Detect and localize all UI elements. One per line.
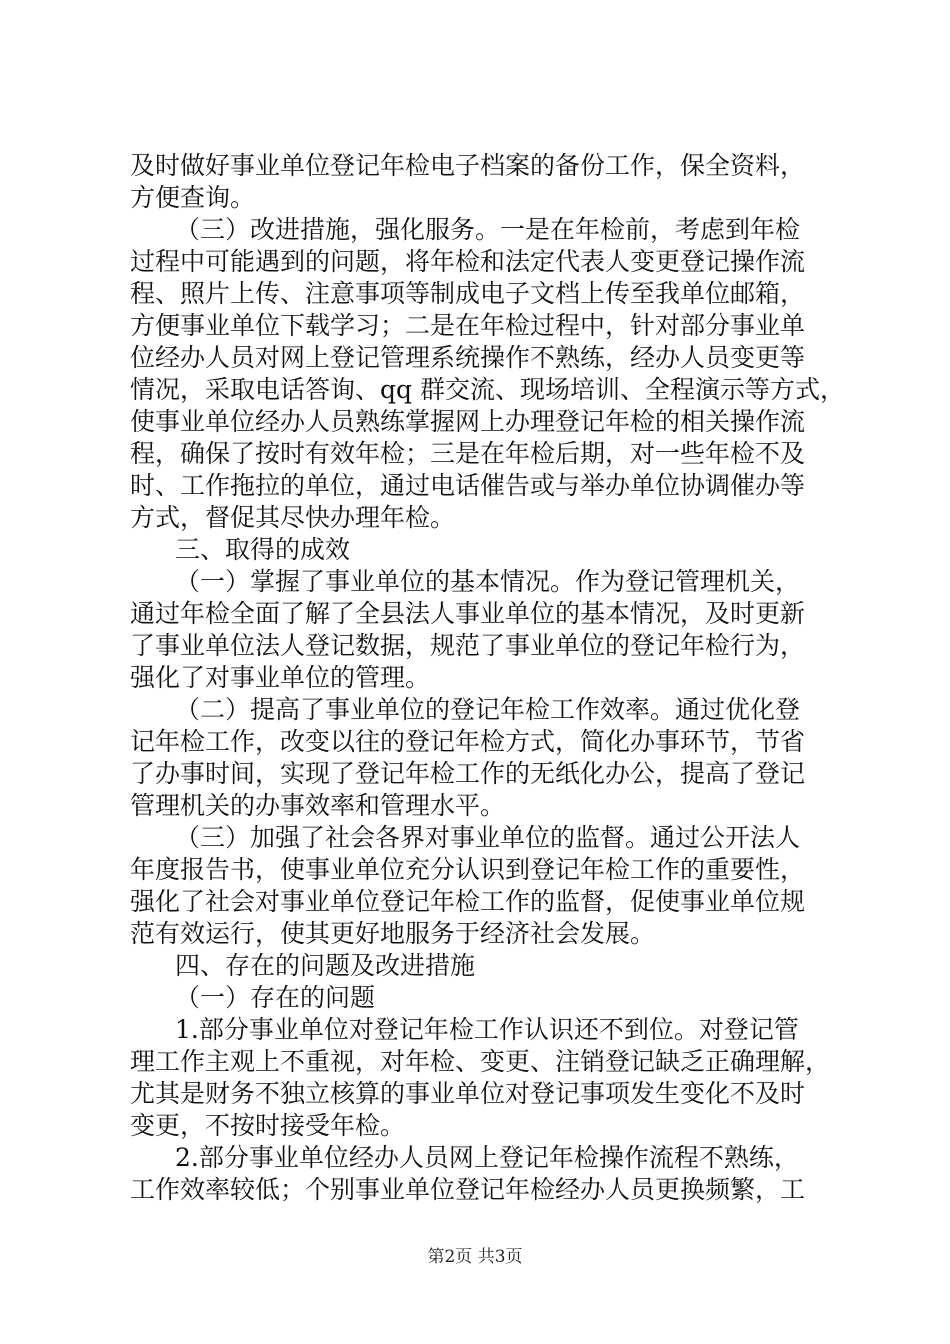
text-line: 记年检工作，改变以往的登记年检方式，简化办事环节，节省	[130, 727, 806, 756]
text-line: （一）掌握了事业单位的基本情况。作为登记管理机关，	[175, 567, 801, 596]
text-line: 强化了社会对事业单位登记年检工作的监督，促使事业单位规	[130, 887, 806, 916]
text-line: （三）加强了社会各界对事业单位的监督。通过公开法人	[175, 823, 801, 852]
text-line: 方便查询。	[130, 183, 256, 212]
page-footer: 第2页 共3页	[427, 1247, 523, 1267]
text-line: 工作效率较低；个别事业单位登记年检经办人员更换频繁，工	[130, 1175, 806, 1204]
text-line: 年度报告书，使事业单位充分认识到登记年检工作的重要性，	[130, 855, 806, 884]
text-line: （二）提高了事业单位的登记年检工作效率。通过优化登	[175, 695, 801, 724]
text-line: 理工作主观上不重视，对年检、变更、注销登记缺乏正确理解，	[130, 1047, 831, 1076]
text-line: 强化了对事业单位的管理。	[130, 663, 431, 692]
text-line: 位经办人员对网上登记管理系统操作不熟练，经办人员变更等	[130, 343, 806, 372]
text-line: 四、存在的问题及改进措施	[175, 951, 476, 980]
text-line: 三、取得的成效	[175, 535, 351, 564]
document-body	[130, 150, 845, 1206]
text-line: 情况，采取电话答询、qq 群交流、现场培训、全程演示等方式，	[130, 375, 845, 404]
text-line: 变更，不按时接受年检。	[130, 1111, 406, 1140]
text-line: 方便事业单位下载学习；二是在年检过程中，针对部分事业单	[130, 311, 806, 340]
text-line: 时、工作拖拉的单位，通过电话催告或与举办单位协调催办等	[130, 471, 806, 500]
text-line: 程、照片上传、注意事项等制成电子文档上传至我单位邮箱，	[130, 279, 806, 308]
text-line: 方式，督促其尽快办理年检。	[130, 503, 456, 532]
text-line: 管理机关的办事效率和管理水平。	[130, 791, 506, 820]
text-line: 程，确保了按时有效年检；三是在年检后期，对一些年检不及	[130, 439, 806, 468]
text-line: 尤其是财务不独立核算的事业单位对登记事项发生变化不及时	[130, 1079, 806, 1108]
text-line: 及时做好事业单位登记年检电子档案的备份工作，保全资料，	[130, 151, 806, 180]
text-line: 2.部分事业单位经办人员网上登记年检操作流程不熟练，	[175, 1143, 799, 1172]
text-line: （一）存在的问题	[175, 983, 376, 1012]
text-line: 1.部分事业单位对登记年检工作认识还不到位。对登记管	[175, 1015, 799, 1044]
text-line: 通过年检全面了解了全县法人事业单位的基本情况，及时更新	[130, 599, 806, 628]
text-line: （三）改进措施，强化服务。一是在年检前，考虑到年检	[175, 215, 801, 244]
text-line: 了办事时间，实现了登记年检工作的无纸化办公，提高了登记	[130, 759, 806, 788]
text-line: 使事业单位经办人员熟练掌握网上办理登记年检的相关操作流	[130, 407, 806, 436]
text-line: 过程中可能遇到的问题，将年检和法定代表人变更登记操作流	[130, 247, 806, 276]
text-line: 了事业单位法人登记数据，规范了事业单位的登记年检行为，	[130, 631, 806, 660]
text-line: 范有效运行，使其更好地服务于经济社会发展。	[130, 919, 656, 948]
